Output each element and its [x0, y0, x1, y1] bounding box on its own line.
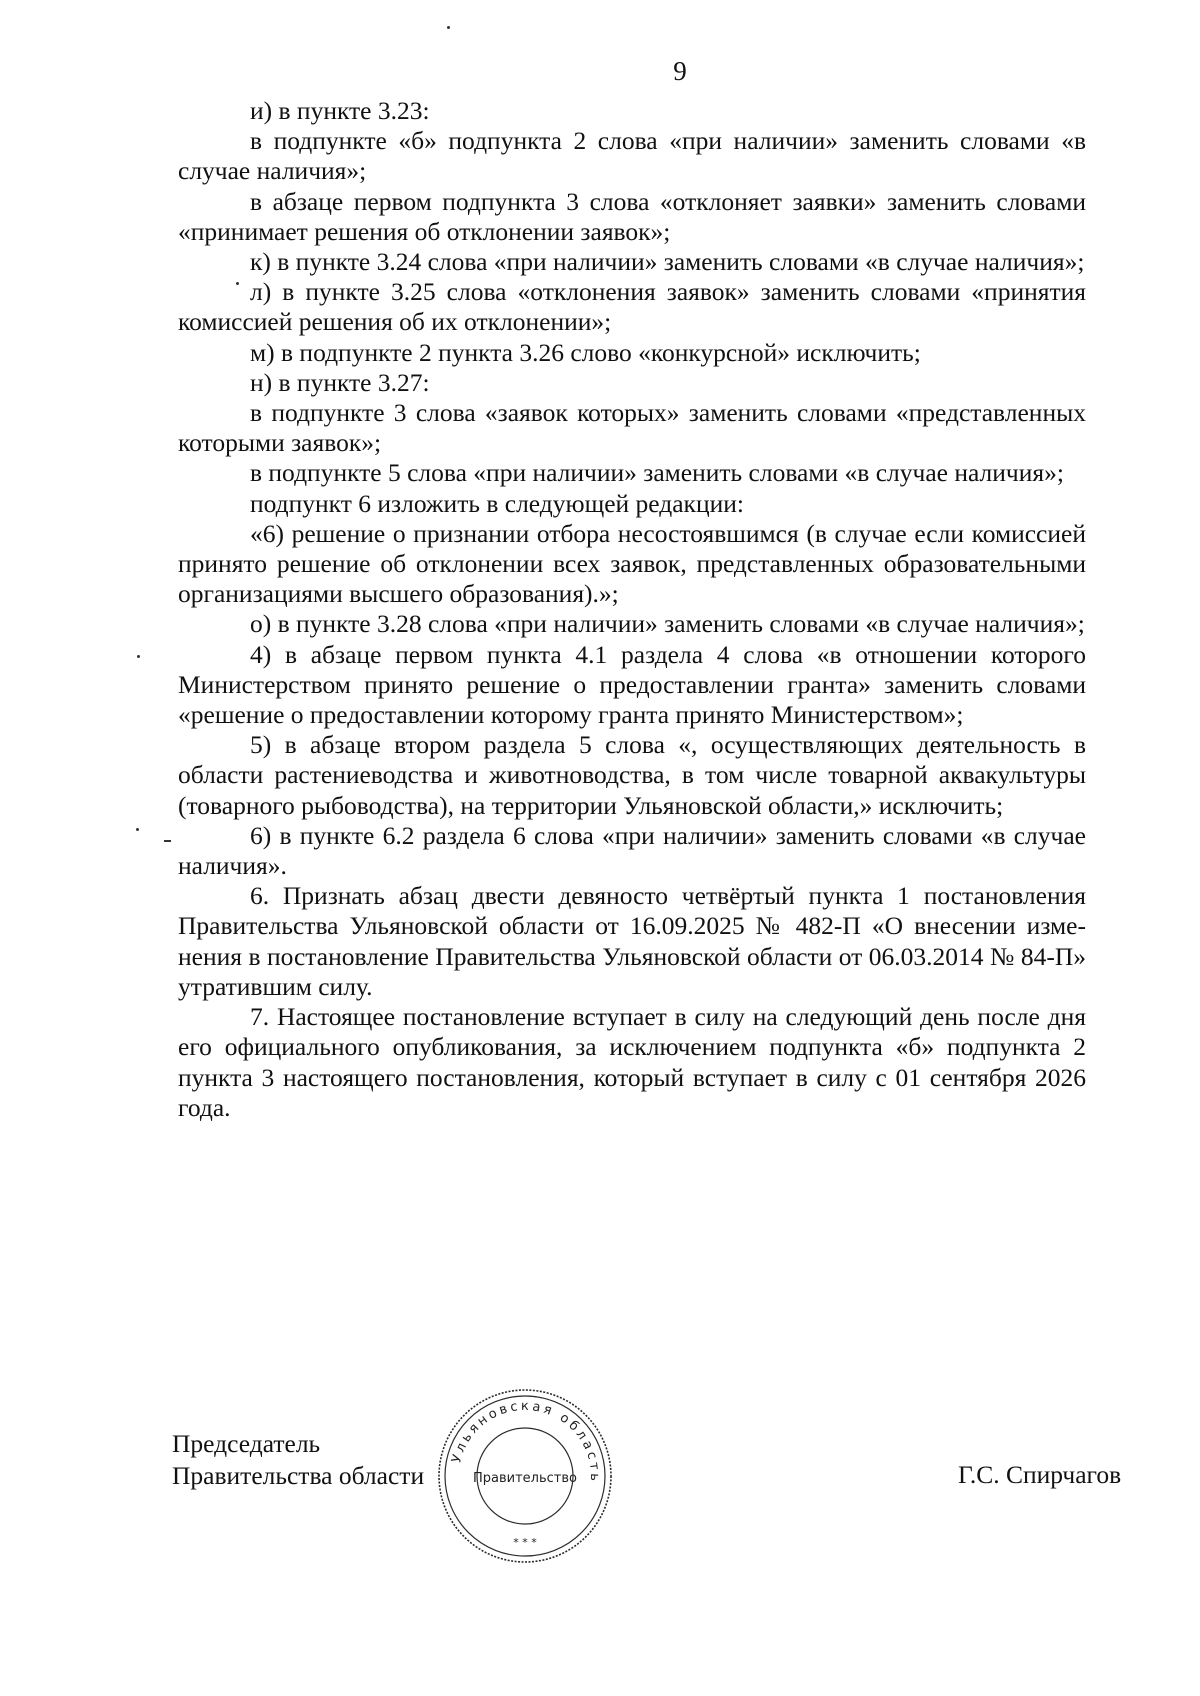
paragraph: в подпункте «б» подпункта 2 слова «при наличии» заменить словами «в случае наличия»;	[178, 126, 1086, 186]
signatory-position-line: Председатель	[172, 1429, 321, 1458]
paragraph: 7. Настоящее постановление вступает в силу на следующий день после дня его официального опубликования, за исключением подпункта «б» подпункта 2 пункта 3 настоящего постановления, который вступает в силу с 01 сентября 2026 года.	[178, 1002, 1086, 1122]
svg-text:Ульяновская область: Ульяновская область	[449, 1398, 603, 1485]
scan-speck	[447, 26, 450, 29]
paragraph: в подпункте 5 слова «при наличии» заменить словами «в случае наличия»;	[250, 458, 1064, 488]
paragraph: к) в пункте 3.24 слова «при наличии» заменить словами «в случае наличия»;	[250, 247, 1085, 277]
paragraph: о) в пункте 3.28 слова «при наличии» заменить словами «в случае наличия»;	[250, 609, 1085, 639]
scan-speck	[236, 282, 239, 285]
page-number: 9	[673, 56, 687, 86]
signatory-position-line: Правительства области	[172, 1461, 425, 1490]
signatory-name: Г.С. Спирчагов	[958, 1460, 1122, 1489]
document-body	[178, 96, 1086, 1123]
paragraph: 6) в пункте 6.2 раздела 6 слова «при наличии» заменить словами «в случае наличия».	[178, 820, 1086, 881]
svg-text:Правительство: Правительство	[473, 1471, 577, 1486]
paragraph: и) в пункте 3.23:	[250, 96, 430, 125]
paragraph: м) в подпункте 2 пункта 3.26 слово «конкурсной» исключить;	[250, 337, 921, 367]
scan-speck	[164, 840, 171, 842]
paragraph: «6) решение о признании отбора несостоявшимся (в случае если комиссией принято решение об отклонении всех заявок, представленных образовательными организациями высшего образования).»;	[178, 518, 1086, 609]
paragraph: 4) в абзаце первом пункта 4.1 раздела 4 слова «в отношении которого Министерством принято решение о предоставлении гранта» заменить словами «решение о предоставлении которому гранта принято Министерством»;	[178, 639, 1086, 730]
scan-speck	[137, 655, 140, 658]
signatory-position	[172, 1428, 424, 1492]
paragraph: в подпункте 3 слова «заявок которых» заменить словами «представленных которыми заявок»;	[178, 398, 1086, 458]
scan-speck	[136, 828, 139, 831]
paragraph: в абзаце первом подпункта 3 слова «отклоняет заявки» заменить словами «принимает решения об отклонении заявок»;	[178, 186, 1086, 246]
paragraph: 5) в абзаце втором раздела 5 слова «, осуществляющих деятельность в области растениеводства и животноводства, в том числе товарной аквакультуры (товарного рыбоводства), на территории Ульяновской области,» исключить;	[178, 730, 1086, 820]
paragraph: 6. Признать абзац двести девяносто четвёртый пункта 1 постановления Правительства Ульяновской области от 16.09.2025 № 482-П «О внесении изменения в постановление Правительства Ульяновской области от 06.03.2014 № 84-П» утратившим силу.	[178, 881, 1086, 1001]
paragraph: н) в пункте 3.27:	[250, 367, 430, 397]
paragraph: подпункт 6 изложить в следующей редакции:	[250, 488, 744, 518]
paragraph: л) в пункте 3.25 слова «отклонения заявок» заменить словами «принятия комиссией решения об их отклонении»;	[178, 277, 1086, 337]
svg-text:* * *: * * *	[513, 1536, 537, 1549]
official-seal	[435, 1386, 615, 1566]
